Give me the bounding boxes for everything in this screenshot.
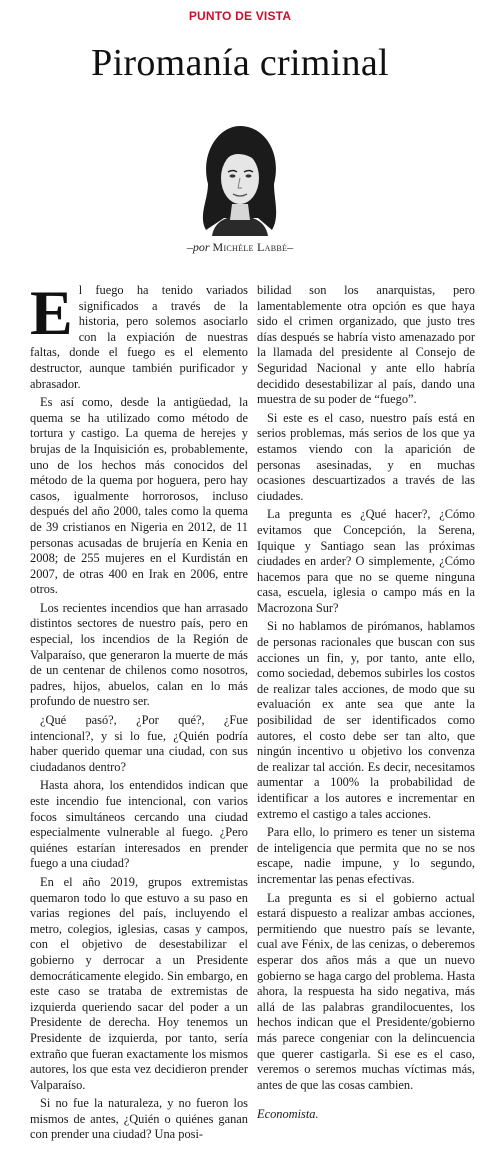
article-column-left [30,283,248,1163]
article-paragraph: Si no hablamos de pirómanos, hablamos de personas racionales que buscan con sus acciones un fin, y, por tanto, ante ello, como sociedad, debemos subirles los costos de realizar tales acciones, de modo que su evaluación ex ante sea que ante la posibilidad de ser identificados como autores, el costo debe ser tan alto, que ningún incentivo u objetivo los convenza de realizar tal acción. Es decir, necesitamos aumentar a 100% la probabilidad de identificar a los autores e incrementar en extremo el castigo a tales acciones. [257,619,475,821]
article-paragraph: Si no fue la naturaleza, y no fueron los mismos de antes, ¿Quién o quiénes ganan con prender una ciudad? Una posi- [30,1096,248,1142]
article-column-right [257,283,475,1163]
article-paragraph: Es así como, desde la antigüedad, la quema se ha utilizado como método de tortura y castigo. La quema de herejes y brujas de la Inquisición es, probablemente, uno de los hechos más conocidos del método de la quema por hoguera, pero hay casos, igualmente horrorosos, incluso después del año 2000, tales como la quema de 39 cristianos en Nigeria en 2012, de 11 personas acusadas de brujería en Kenia en 2008; de 255 mujeres en el Kurdistán en 2007, de otras 400 en Irak en 2006, entre otros. [30,395,248,597]
article-paragraph: Los recientes incendios que han arrasado distintos sectores de nuestro país, pero en especial, los incendios de la Región de Valparaíso, que generaron la muerte de más de un centenar de chilenos como nosotros, padres, hijos, abuelos, calan en lo más profundo de nuestro ser. [30,600,248,709]
article-paragraph: bilidad son los anarquistas, pero lamentablemente otra opción es que haya sido el crimen organizado, que justo tres días después se habría visto amenazado por la llamada del presidente al Consejo de Seguridad Nacional y ante ello habría decidido desestabilizar al país, dando una muestra de su poder de “fuego”. [257,283,475,407]
article-paragraph: La pregunta es si el gobierno actual estará dispuesto a realizar ambas acciones, permitiendo que nuestro país se levante, cual ave Fénix, de las cenizas, o deberemos esperar dos años más a que un nuevo gobierno se haga cargo del problema. Hasta ahora, la respuesta ha sido negativa, más allá de las palabras grandilocuentes, los hechos indican que el Presidente/gobierno más parece congeniar con la delincuencia que querer castigarla. Si ese es el caso, veremos o seremos muchas víctimas más, antes de que las cosas cambien. [257,890,475,1092]
article-paragraph: Para ello, lo primero es tener un sistema de inteligencia que permita que no se nos escape, nadie impune, y lo segundo, incrementar las penas efectivas. [257,825,475,886]
headline: Piromanía criminal [91,42,389,84]
article-paragraph: Si este es el caso, nuestro país está en serios problemas, más serios de los que ya estamos viendo con la aparición de personas asesinadas, y en muchas ocasiones descuartizados a través de las ciudades. [257,410,475,503]
byline-prefix: –por [186,240,213,254]
article-paragraph: Hasta ahora, los entendidos indican que este incendio fue intencional, con varios focos simultáneos cercando una ciudad especialmente vulnerable al fuego. ¿Pero quiénes estarían interesados en prender fuego a una ciudad? [30,778,248,871]
author-portrait [194,118,286,236]
author-signature: Economista. [257,1107,319,1122]
byline-suffix: – [287,240,294,254]
byline-author: Michèle Labbé [212,240,288,254]
section-kicker: PUNTO DE VISTA [188,9,292,23]
drop-cap: E [30,283,73,348]
article-paragraph: El fuego ha tenido variados significados a través de la historia, pero solemos asociarlo con la expiación de nuestras faltas, donde el fuego es el elemento destructor, aunque también purificador y abrasador. [30,283,248,391]
byline [0,240,480,255]
article-paragraph: ¿Qué pasó?, ¿Por qué?, ¿Fue intencional?, y si lo fue, ¿Quién podría haber querido quemar una ciudad, con sus ciudadanos dentro? [30,713,248,774]
article-paragraph: La pregunta es ¿Qué hacer?, ¿Cómo evitamos que Concepción, la Serena, Iquique y Santiago sean las próximas ciudades en arder? O simplemente, ¿Cómo hacemos para que no se queme ninguna casa, escuela, iglesia o campo más en la Macrozona Sur? [257,507,475,615]
article-paragraph: En el año 2019, grupos extremistas quemaron todo lo que estuvo a su paso en varias regiones del país, incluyendo el metro, colegios, iglesias, casas y campos, con el objetivo de desestabilizar el gobierno y derrocar a un Presidente democráticamente elegido. Sin embargo, en este caso se trataba de extremistas de izquierda queriendo sacar del poder a un Presidente de derecha. Hoy tenemos un Presidente de izquierda, por tanto, sería extraño que fueran exactamente los mismos autores, los que esta vez decidieron prender Valparaíso. [30,874,248,1092]
